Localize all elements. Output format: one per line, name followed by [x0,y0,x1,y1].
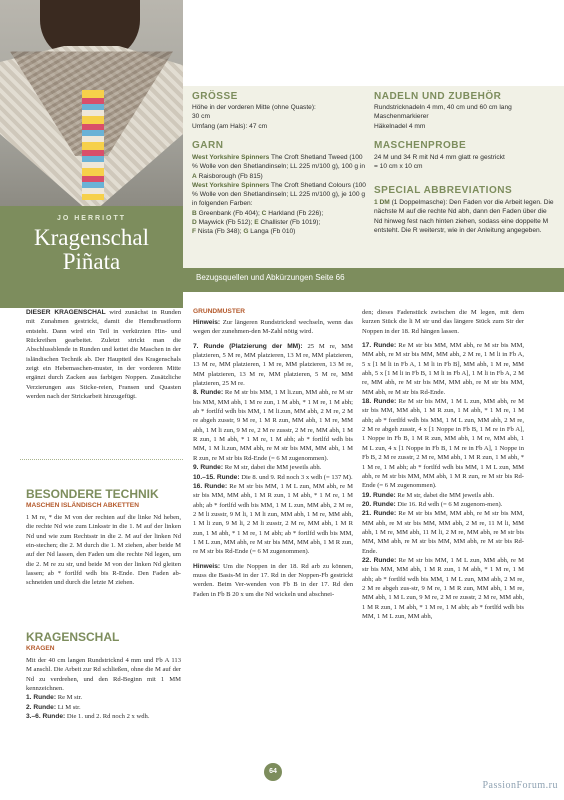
photo-fringe [82,90,104,200]
watermark: PassionForum.ru [482,780,558,791]
technik-text: 1 M re, * die M von der rechten auf die linke Nd heben, die rechte Nd wie zum Linksstr in die 1. M auf der linken Nd und wie zum Rechtsstr in die 2. M auf der linken Nd ein-stechen; die 2. M durch die 1. M ziehen, aber beide M auf der Nd lassen, den Faden um die rechte Nd legen, um die 2. M re zu str, und beide M von der linken Nd gleiten lassen; ab * fortlfd wdh bis R-Ende. Den Faden ab-schneiden und durch die letzte M ziehen. [26,514,181,587]
author-name: JO HERRIOTT [56,215,127,222]
garn-heading: GARN [192,140,224,151]
page-number: 64 [264,763,282,781]
nadeln-heading: NADELN UND ZUBEHÖR [374,91,502,102]
column-divider [20,459,183,460]
nadeln-text: Rundstricknadeln 4 mm, 40 cm und 60 cm lang Maschenmarkierer Häkelnadel 4 mm [374,104,512,130]
grundmuster-subheading: GRUNDMUSTER [193,308,246,315]
garn-text: West Yorkshire Spinners The Croft Shetland Tweed (100 % Wolle von den Shetlandinseln; LL 225 m/100 g), 100 g in A Raisborough (Fb 815) West Yorkshire Spinners The Croft Shetland Colours (100 % Wolle von den Shetlandinseln; LL 225 m/100 g), je 100 g in folgenden Farben: B Greenbank (Fb 404); C Harkland (Fb 226); D Maywick (Fb 512); E Challister (Fb 1019); F Nista (Fb 348); G Langa (Fb 010) [192,154,366,236]
kragen-text: Mit der 40 cm langen Rundstricknd 4 mm und Fb A 113 M anschl. Die Arbeit zur Rd schließen, ohne die M auf der Nd zu verdrehen, und den Rd-Beginn mit 1 MM kennzeichnen. 1. Runde: Re M str. 2. Runde: Li M str. 3.–6. Runde: Die 1. und 2. Rd noch 2 x wdh. [26,657,181,721]
technik-heading: BESONDERE TECHNIK [26,487,159,501]
technik-subheading: MASCHEN ISLÄNDISCH ABKETTEN [26,502,139,509]
page-title-line2: Piñata [62,249,121,274]
maschenprobe-heading: MASCHENPROBE [374,140,467,151]
kragenschal-heading: KRAGENSCHAL [26,630,120,644]
intro-text: DIESER KRAGENSCHAL wird zunächst in Runden mit Zunahmen gestrickt, damit die Hemdbrustform entsteht. Dann wird ein Teil in verkürzten Hin- und Rückreihen gearbeitet. Zuletzt strickt man die Abschlussblende in Runden und kettet die Maschen in der isländischen Technik ab. Der Hauptteil des Kragenschals zeigt ein Hebemaschen-muster, in der vorderen Mitte ergänzt durch Zacken aus farbigen Noppen. Zusätzliche Verzierungen aus Sticke-reien, Fransen und Quasten werden nach der Strickarbeit hinzugefügt. [26,309,181,401]
kragen-subheading: KRAGEN [26,645,55,652]
special-text: 1 DM (1 Doppelmasche): Den Faden vor die Arbeit legen. Die nächste M auf die rechte Nd abh, dann den Faden über die Nd hinweg fest nach hinten ziehen, sodass eine doppelte M entsteht. Die R weiterstr, wie in der Anleitung angegeben. [374,199,554,234]
page-title-line1: Kragenschal [34,225,149,250]
groesse-heading: GRÖSSE [192,91,238,102]
special-heading: SPECIAL ABBREVIATIONS [374,185,513,196]
grundmuster-text: Hinweis: Zur längeren Rundstricknd wechseln, wenn das wegen der zunehmen-den M-Zahl nötig wird. 7. Runde (Platzierung der MM): 25 M re, MM platzieren, 5 M re, MM platzieren, 13 M re, MM platzieren, 13 M re, MM platzieren, 1 M re, MM platzieren, 13 M re, MM platzieren, 13 M re, MM platzieren, 5 M re, MM platzieren, 25 M re. 8. Runde: Re M str bis MM, 1 M li.zun, MM abh, re M str bis MM, MM abh, 1 M re zun, 1 M abh, * 1 M re, 1 M abh; ab * fortlfd wdh bis MM, 1 M li.zun, MM abh, 2 M re, 2 M re abgeh zusstr, 9 M re, 1 M R zun, MM abh, 1 M re, MM abh, 1 M li zun, 9 M re, 2 M re zusstr, 2 M re, MM abh, 1 M R zun, 1 M abh, * 1 M re, 1 M abh; ab * fortlfd wdh bis MM, 1 M li.zun, MM abh, re M str bis MM, MM abh, 1 M R zun, re M str bis Rd-Ende (= 6 M zugenommen). 9. Runde: Re M str, dabei die MM jeweils abh. 10.–15. Runde: Die 8. und 9. Rd noch 3 x wdh (= 137 M). 16. Runde: Re M str bis MM, 1 M L zun, MM abh, re M str bis MM, MM abh, 1 M R zun, 1 M abh, * 1 M re, 1 M abh; ab * fortlfd wdh bis MM, 1 M L zun, MM abh, 2 M re, 2 M li zusstr, 9 M li, 1 M li zun, MM abh, 1 M re, MM abh, 1 M li zun, 9 M li, 2 M li zusstr, 2 M re, MM abh, 1 M R zun, 1 M abh, * 1 M re, 1 M abh; ab * fortlfd wdh bis MM, 1 M L zun, MM abh, re M str bis MM, MM abh, 1 M R zun, re M str bis Rd-Ende (= 6 M zugenommen). Hinweis: Um die Noppen in der 18. Rd arb zu können, muss die Basis-M in der 17. Rd in der Noppen-Fb gestrickt werden. Beim Ver-wenden von Fb B in der 17. Rd den Faden in Fb B 20 x um die Nd wickeln und abschnei- [193,319,353,598]
maschenprobe-text: 24 M und 34 R mit Nd 4 mm glatt re gestrickt = 10 cm x 10 cm [374,154,505,171]
product-photo [0,0,183,206]
source-note: Bezugsquellen und Abkürzungen Seite 66 [196,273,345,282]
col3-text: den; dieses Fadenstück zwischen die M legen, mit dem kurzen Stück die li M str und das längere Stück zum Str der Noppen in der 18. Rd hängen lassen. 17. Runde: Re M str bis MM, MM abh, re M str bis MM, MM abh, re M str bis MM, MM abh, 2 M re, 1 M li in Fb A, 5 x [1 M li in Fb A, 1 M li in Fb B], MM abh, 1 M re, MM abh, 5 x [1 M li in Fb B, 1 M li in Fb A], 1 M li in Fb A, 2 M re, MM abh, re M str bis MM, MM abh, re M str bis MM, MM abh, re M str bis Rd-Ende. 18. Runde: Re M str bis MM, 1 M L zun, MM abh, re M str bis MM, MM abh, 1 M R zun, 1 M abh, * 1 M re, 1 M abh; ab * fortlfd wdh bis MM, 1 M L zun, MM abh, 2 M re, 2 M re abgeh zusstr, 4 x [1 Noppe in Fb B, 1 M re in Fb A], 1 Noppe in Fb B, 1 M R zun, MM abh, 1 M re, MM abh, 1 M L zun, 4 x [1 Noppe in Fb B, 1 M re in Fb A], 1 Noppe in Fb B, 2 M re zusstr, 2 M re, MM abh, 1 M R zun, 1 M abh, * 1 M re, 1 M abh; ab * fortlfd wdh bis MM, 1 M L zun, MM abh, re M str bis MM, MM abh, 1 M R zun, re M str bis Rd-Ende (= 6 M zugenommen). 19. Runde: Re M str, dabei die MM jeweils abh. 20. Runde: Die 16. Rd wdh (= 6 M zugenom-men). 21. Runde: Re M str bis MM, MM abh, re M str bis MM, MM abh, re M str bis MM, MM abh, 2 M re, 11 M li, MM abh, 1 M re, MM abh, 11 M li, 2 M re, MM abh, re M str bis MM, MM abh, re M str bis MM, MM abh, re M str bis Rd-Ende. 22. Runde: Re M str bis MM, 1 M L zun, MM abh, re M str bis MM, MM abh, 1 M R zun, 1 M abh, * 1 M re, 1 M abh; ab * fortlfd wdh bis MM, 1 M L zun, MM abh, 2 M re, 2 M re abgeh zus-str, 9 M re, 1 M R zun, MM abh, 1 M re, MM abh, 1 M L zun, 9 M re, 2 M re zusstr, 2 M re, MM abh, 1 M R zun, 1 M abh, * 1 M re, 1 M abh; ab * fortlfd wdh bis MM, 1 M L zun, MM abh, [362,309,524,620]
groesse-text: Höhe in der vorderen Mitte (ohne Quaste): 30 cm Umfang (am Hals): 47 cm [192,104,316,130]
